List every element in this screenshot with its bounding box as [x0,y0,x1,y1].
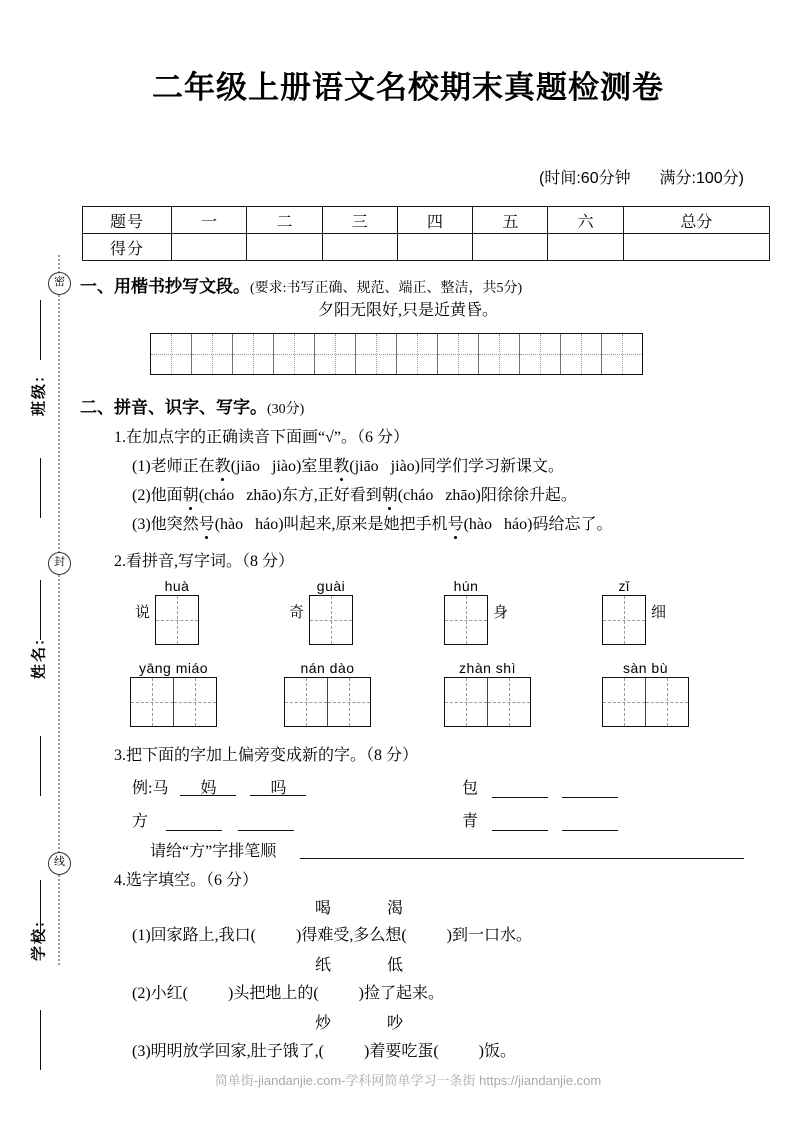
item-number: (2) [132,487,151,504]
choice-word: 纸 [314,957,331,974]
writing-cell[interactable] [328,678,370,726]
section-2-points: (30分) [267,402,305,417]
item-text-c: (hào háo)码给忘了。 [463,516,613,533]
score-col-1: 一 [172,207,247,234]
copy-cell[interactable] [151,334,192,374]
table-row-scores [83,234,770,261]
score-cell-1[interactable] [172,234,247,261]
footer-watermark: 简单街-jiandanjie.com-学科网简单学习一条街 https://jiandanjie.com [214,1073,602,1088]
writing-box[interactable] [602,595,646,645]
sentence-part-a: (1)回家路上,我口( [132,927,256,944]
score-table-row-label-1: 题号 [83,207,172,234]
writing-cell[interactable] [488,678,530,726]
question-2-3-right-2 [462,808,618,831]
score-cell-3[interactable] [322,234,397,261]
time-limit-text: (时间:60分钟 [539,170,631,187]
writing-cell[interactable] [285,678,328,726]
dotted-char: 教 [333,453,349,476]
choice-word: 吵 [386,1015,403,1032]
writing-cell[interactable] [310,596,352,644]
choice-word: 喝 [314,900,331,917]
copy-cell[interactable] [192,334,233,374]
score-table-row-label-2: 得分 [83,234,172,261]
pinyin-word-3 [444,660,531,727]
answer-blank[interactable] [238,815,294,831]
item-text-a: 他面 [150,487,183,504]
section-1-requirement: (要求:书写正确、规范、端正、整洁，共5分) [250,281,523,296]
handwriting-copy-grid[interactable] [150,333,643,375]
item-text-c: (cháo zhāo)阳徐徐升起。 [397,487,577,504]
question-2-1-item-2 [132,482,577,505]
copy-cell[interactable] [397,334,438,374]
write-line-school-bottom [40,1010,41,1070]
score-cell-total[interactable] [623,234,769,261]
score-col-3: 三 [322,207,397,234]
item-text-b: (hào háo)叫起来,原来是她把手机 [214,516,448,533]
sentence-part-b: )着要吃蛋( [364,1043,439,1060]
score-col-total: 总分 [623,207,769,234]
sentence-part-a: (3)明明放学回家,肚子饿了,( [132,1043,324,1060]
exam-meta [539,165,744,188]
field-label-name: 姓名: [30,638,48,679]
field-label-class: 班级: [30,375,48,416]
dotted-char: 号 [448,511,464,534]
pinyin-label: yāng miáo [138,660,209,676]
score-cell-4[interactable] [397,234,472,261]
exam-page [72,0,772,1122]
writing-cell[interactable] [445,678,488,726]
answer-blank[interactable] [492,815,548,831]
pinyin-word-4 [602,660,689,727]
pinyin-box-1 [130,578,199,645]
pinyin-label: huà [164,578,190,594]
score-cell-6[interactable] [548,234,623,261]
writing-box[interactable] [602,677,689,727]
base-char-fang: 方 [132,813,149,830]
pinyin-label: guài [316,578,346,594]
choice-word: 渴 [386,900,403,917]
copy-cell[interactable] [356,334,397,374]
section-1-heading [80,272,522,297]
page-title: 二年级上册语文名校期末真题检测卷 [152,70,664,105]
copy-cell[interactable] [315,334,356,374]
example-answer-1: 妈 [180,775,236,796]
score-col-5: 五 [473,207,548,234]
writing-box[interactable] [155,595,199,645]
choice-word: 低 [386,957,403,974]
question-2-4-title: 4.选字填空。（6 分） [114,872,259,889]
answer-blank[interactable] [166,815,222,831]
write-line-name-bottom [40,736,41,796]
example-answer-2: 吗 [250,775,306,796]
copy-cell[interactable] [274,334,315,374]
seal-margin-band [0,0,72,1122]
item-text-b: (cháo zhāo)东方,正好看到 [198,487,382,504]
pinyin-suffix-char: 细 [651,605,667,621]
answer-blank[interactable] [562,782,618,798]
pinyin-box-2 [284,578,353,645]
question-2-3-left-2 [132,808,294,831]
stroke-order-prompt: 请给“方”字排笔顺 [150,843,277,860]
sentence-part-a: (2)小红( [132,985,188,1002]
pinyin-label: sàn bù [622,660,669,676]
example-label: 例:马 [132,780,169,797]
copy-cell[interactable] [520,334,561,374]
pinyin-word-1 [130,660,217,727]
seal-char-mi: 密 [48,272,71,295]
pinyin-suffix-char: 身 [493,605,509,621]
write-line-class-bottom [40,458,41,518]
sentence-part-c: )捡了起来。 [358,985,445,1002]
table-row-question-numbers [83,207,770,234]
answer-blank[interactable] [562,815,618,831]
score-col-6: 六 [548,207,623,234]
section-1-passage: 夕阳无限好,只是近黄昏。 [317,302,498,319]
writing-box[interactable] [130,677,217,727]
answer-blank[interactable] [492,782,548,798]
choice-words-group-2 [287,952,431,975]
section-1-title: 一、用楷书抄写文段。 [80,277,250,296]
base-char-qing: 青 [462,813,479,830]
writing-box[interactable] [444,677,531,727]
choice-words-group-1 [287,895,431,918]
question-2-1-item-3 [132,511,612,534]
question-2-4-sentence-1 [132,922,532,945]
writing-cell[interactable] [445,596,487,644]
writing-cell[interactable] [603,596,645,644]
dotted-char: 号 [199,511,215,534]
item-text-c: (jiāo jiào)同学们学习新课文。 [349,458,565,475]
seal-char-xian: 线 [48,852,71,875]
writing-box[interactable] [444,595,488,645]
pinyin-prefix-char: 说 [135,605,151,621]
pinyin-label: nán dào [300,660,355,676]
question-2-1-item-1 [132,453,564,476]
field-label-school: 学校: [30,920,48,961]
question-2-3-right-1 [462,775,618,798]
item-text-b: (jiāo jiào)室里 [230,458,334,475]
question-2-3-title: 3.把下面的字加上偏旁变成新的字。（8 分） [114,747,419,764]
item-number: (3) [132,516,151,533]
score-col-4: 四 [397,207,472,234]
writing-cell[interactable] [156,596,198,644]
pinyin-box-3 [444,578,513,645]
writing-box[interactable] [309,595,353,645]
score-table [82,206,770,261]
pinyin-prefix-char: 奇 [289,605,305,621]
score-cell-2[interactable] [247,234,322,261]
seal-char-feng: 封 [48,552,71,575]
score-col-2: 二 [247,207,322,234]
total-score-text: 满分:100分) [659,170,744,187]
writing-box[interactable] [284,677,371,727]
writing-cell[interactable] [646,678,688,726]
question-2-3-example [132,775,306,798]
item-text-a: 他突然 [150,516,199,533]
write-line-school-top [40,880,41,940]
pinyin-word-2 [284,660,371,727]
base-char-bao: 包 [462,780,479,797]
dotted-char: 朝 [183,482,199,505]
stroke-order-answer-line[interactable] [300,858,744,859]
sentence-part-c: )到一口水。 [446,927,533,944]
writing-cell[interactable] [603,678,646,726]
writing-cell[interactable] [131,678,174,726]
copy-cell[interactable] [602,334,642,374]
write-line-name-top [40,580,41,640]
pinyin-label: zhàn shì [459,660,516,676]
sentence-part-b: )得难受,多么想( [296,927,407,944]
item-number: (1) [132,458,151,475]
sentence-part-b: )头把地上的( [228,985,319,1002]
choice-word: 炒 [314,1015,331,1032]
question-2-2-title: 2.看拼音,写字词。（8 分） [114,553,295,570]
question-2-1-title: 1.在加点字的正确读音下面画“√”。（6 分） [114,429,409,446]
sentence-part-c: )饭。 [478,1043,517,1060]
copy-cell[interactable] [438,334,479,374]
score-cell-5[interactable] [473,234,548,261]
copy-cell[interactable] [479,334,520,374]
pinyin-label: zǐ [618,578,630,594]
pinyin-label: hún [453,578,479,594]
pinyin-box-4 [602,578,671,645]
writing-cell[interactable] [174,678,216,726]
section-2-title: 二、拼音、识字、写字。 [80,398,267,417]
question-2-4-sentence-2 [132,980,444,1003]
question-2-4-sentence-3 [132,1038,516,1061]
dotted-char: 教 [215,453,231,476]
copy-cell[interactable] [233,334,274,374]
copy-cell[interactable] [561,334,602,374]
write-line-class-top [40,300,41,360]
choice-words-group-3 [287,1010,431,1033]
section-2-heading [80,393,304,418]
dotted-char: 朝 [382,482,398,505]
item-text-a: 老师正在 [150,458,215,475]
